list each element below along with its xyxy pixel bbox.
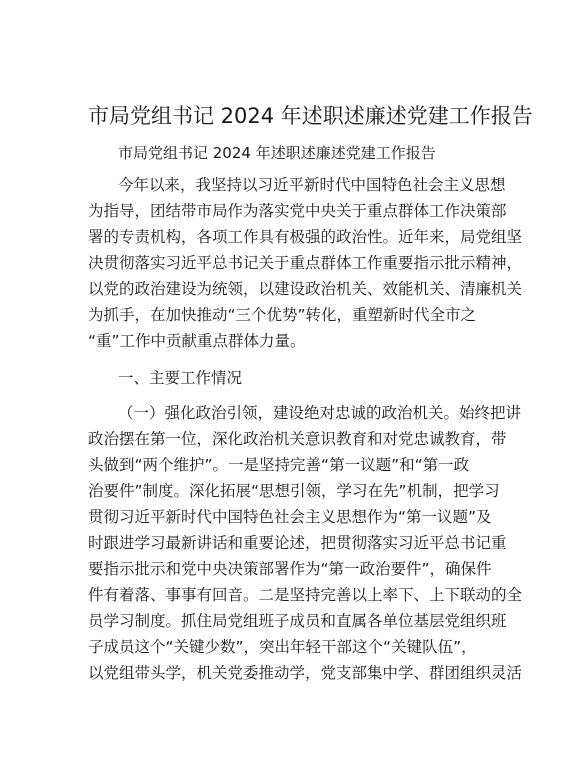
- document-subtitle: 市局党组书记 2024 年述职述廉述党建工作报告: [118, 144, 436, 162]
- paragraph-line: 以党的政治建设为统领，以建设政治机关、效能机关、清廉机关: [88, 280, 523, 298]
- paragraph-line: 员学习制度。抓住局党组班子成员和直属各单位基层党组织班: [88, 612, 507, 630]
- paragraph-line: 为指导，团结带市局作为落实党中央关于重点群体工作决策部: [88, 202, 507, 220]
- document-title: 市局党组书记 2024 年述职述廉述党建工作报告: [88, 104, 533, 128]
- paragraph-line: 治要件”制度。深化拓展“思想引领，学习在先”机制，把学习: [88, 482, 500, 500]
- paragraph-line: 决贯彻落实习近平总书记关于重点群体工作重要指示批示精神，: [88, 254, 523, 272]
- paragraph-line: 头做到“两个维护”。一是坚持完善“第一议题”和“第一政: [88, 456, 470, 474]
- paragraph-line: 件有着落、事事有回音。二是坚持完善以上率下、上下联动的全: [88, 586, 523, 604]
- paragraph-line: 贯彻习近平新时代中国特色社会主义思想作为“第一议题”及: [88, 508, 492, 526]
- paragraph-line: 署的专责机构，各项工作具有极强的政治性。近年来，局党组坚: [88, 228, 523, 246]
- paragraph-line: 要指示批示和党中央决策部署作为“第一政治要件”，确保件: [88, 560, 492, 578]
- section-heading: 一、主要工作情况: [118, 369, 243, 387]
- paragraph-line: 政治摆在第一位，深化政治机关意识教育和对党忠诚教育，带: [88, 430, 507, 448]
- paragraph-line: 以党组带头学，机关党委推动学，党支部集中学、群团组织灵活: [88, 664, 523, 682]
- paragraph-line: “重”工作中贡献重点群体力量。: [88, 332, 306, 350]
- paragraph-line: （一）强化政治引领，建设绝对忠诚的政治机关。始终把讲: [118, 404, 522, 422]
- paragraph-line: 子成员这个“关键少数”，突出年轻干部这个“关键队伍”，: [88, 638, 477, 656]
- paragraph-line: 为抓手，在加快推动“三个优势”转化，重塑新时代全市之: [88, 306, 477, 324]
- paragraph-line: 今年以来，我坚持以习近平新时代中国特色社会主义思想: [118, 176, 506, 194]
- paragraph-line: 时跟进学习最新讲话和重要论述，把贯彻落实习近平总书记重: [88, 534, 507, 552]
